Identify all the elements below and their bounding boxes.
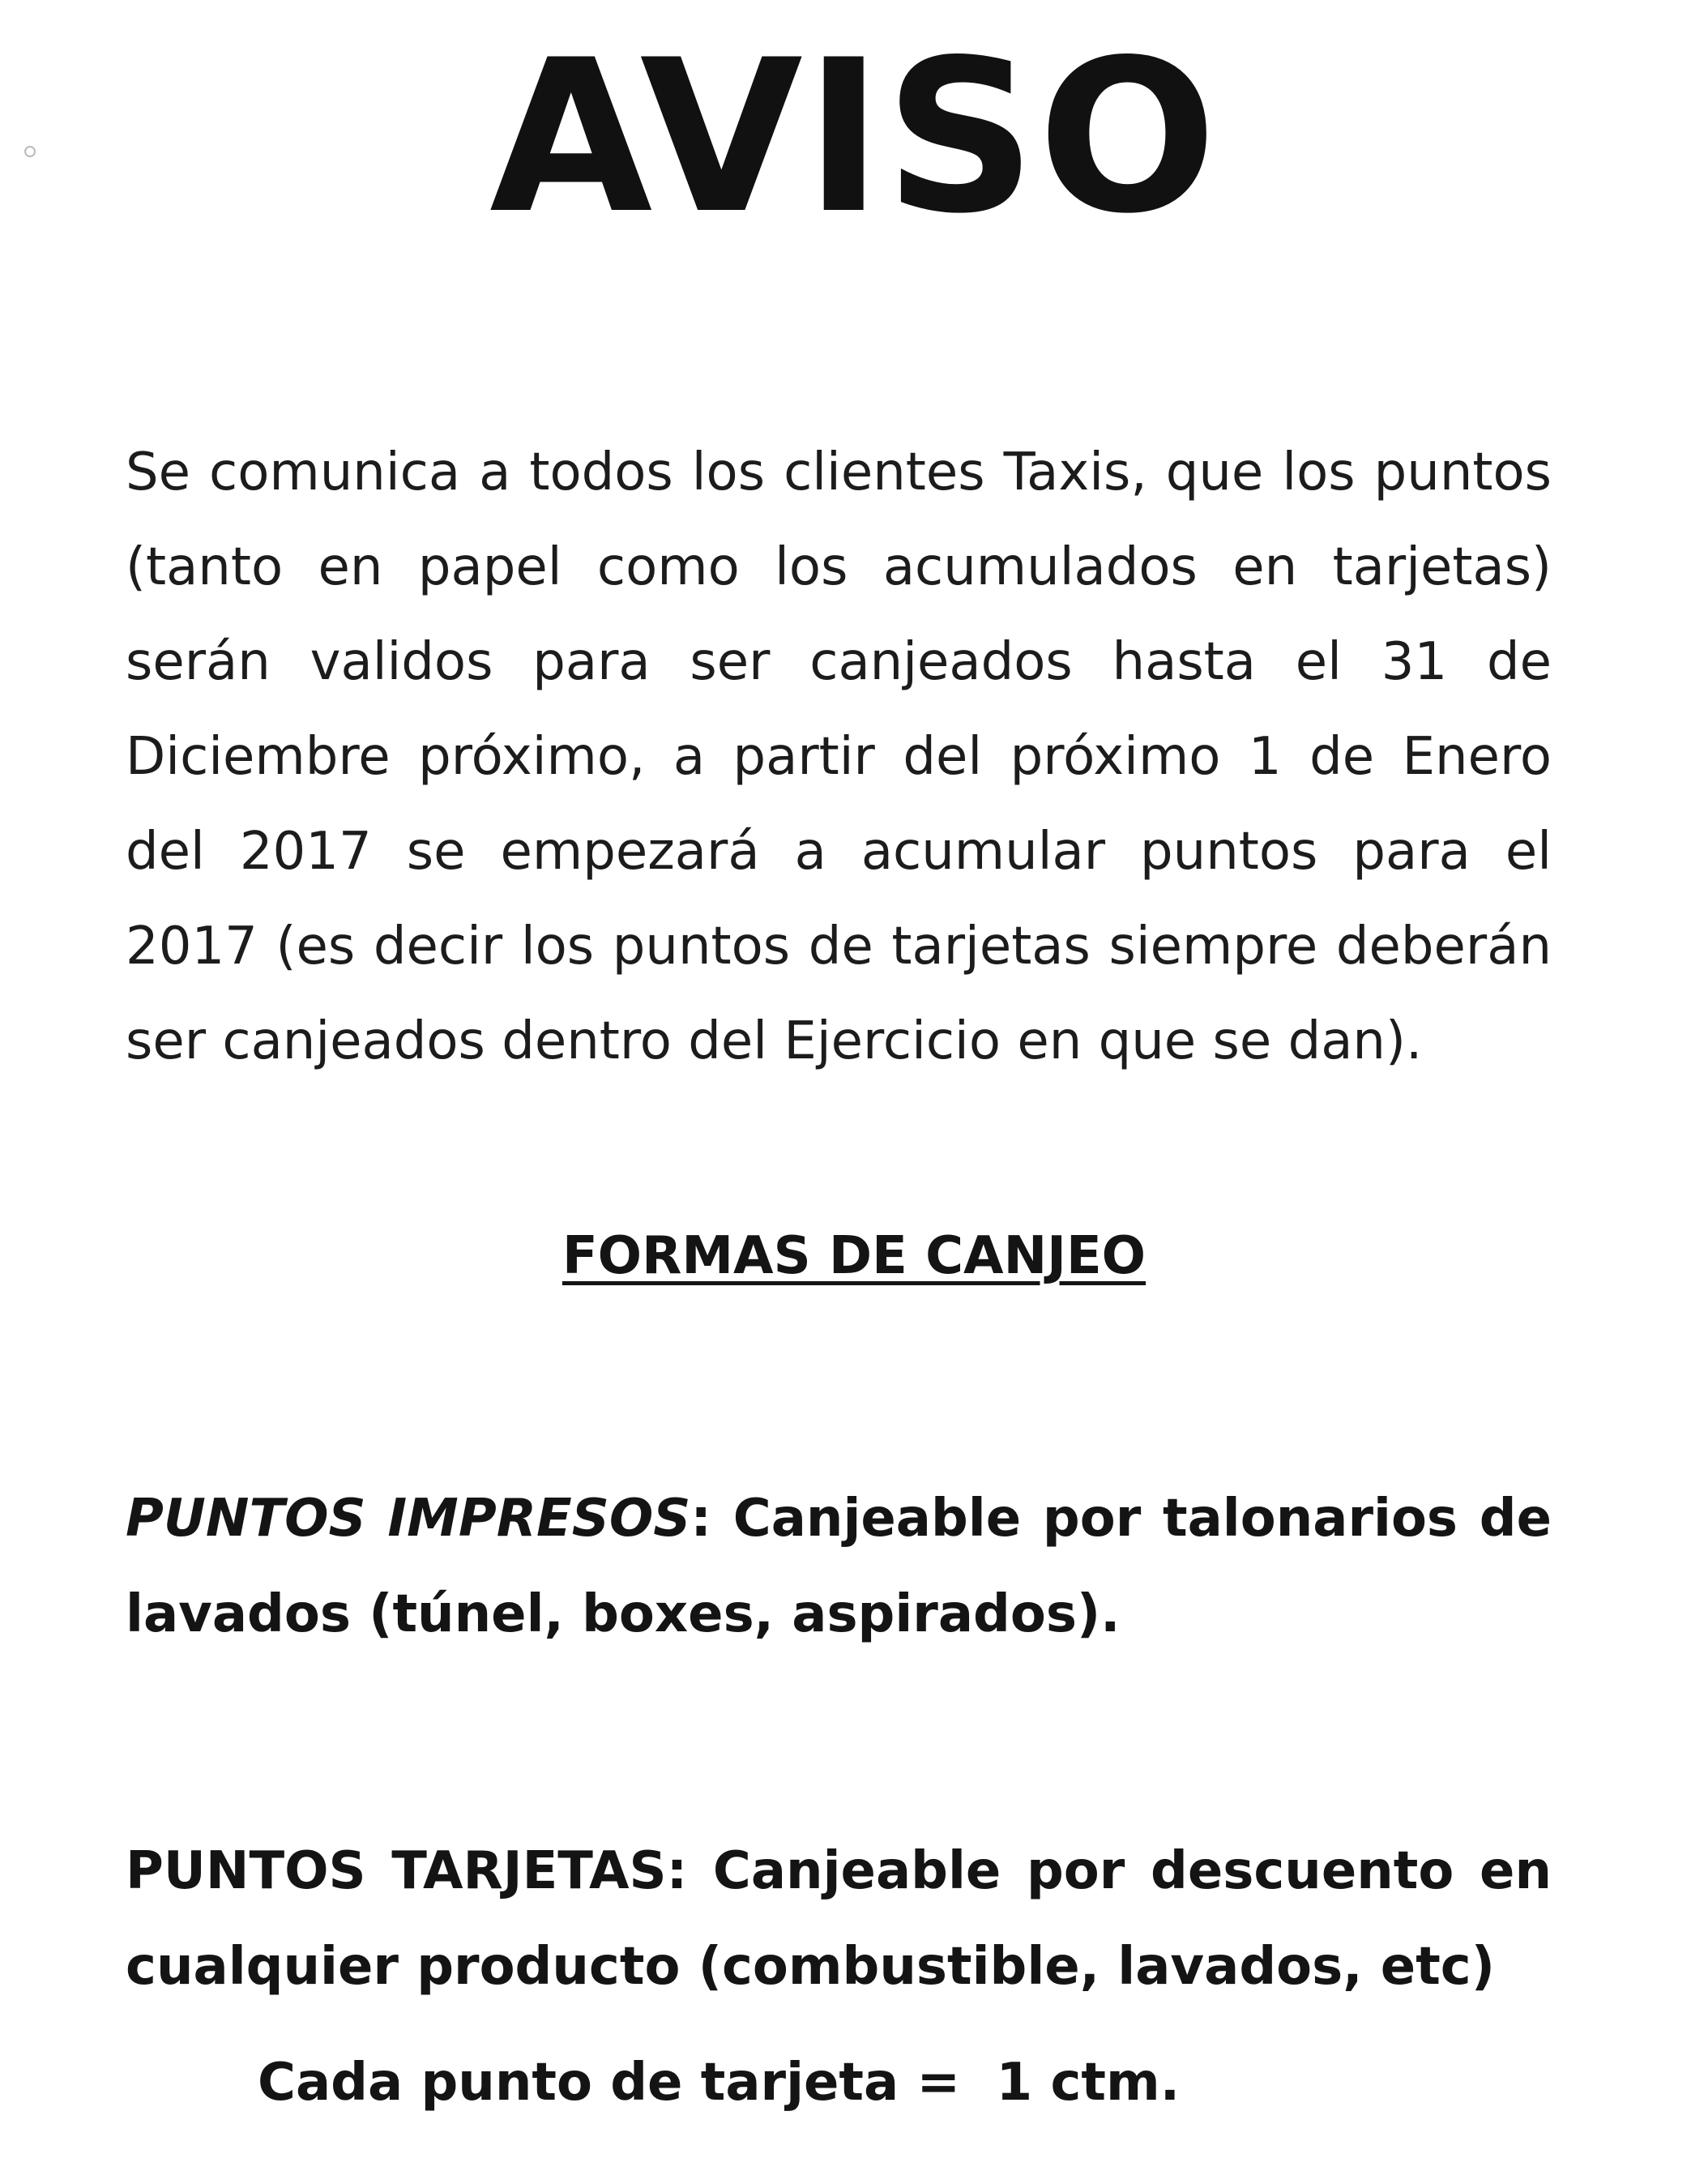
option-text-printed: Canjeable por talonarios de lavados (túnel, boxes, aspirados). — [126, 1489, 1552, 1644]
notice-body: Se comunica a todos los clientes Taxis, que los puntos (tanto en papel como los acumulados en tarjetas) serán validos para ser canjeados hasta el 31 de Diciembre próximo, a partir del próximo 1 de Enero del 2017 se empezará a acumular puntos para el 2017 (es decir los puntos de tarjetas siempre deberán ser canjeados dentro del Ejercicio en que se dan). — [126, 442, 1552, 1071]
option-text-cards: Canjeable por descuento en cualquier producto (combustible, lavados, etc) — [126, 1841, 1552, 1997]
point-equivalence: Cada punto de tarjeta = 1 ctm. — [258, 2053, 1180, 2113]
redemption-option-printed — [126, 1471, 1552, 1662]
option-label-cards: PUNTOS TARJETAS — [126, 1841, 667, 1901]
option-separator-printed: : — [690, 1489, 711, 1549]
redemption-option-cards — [126, 1823, 1552, 2015]
section-heading-text: FORMAS DE CANJEO — [562, 1226, 1146, 1286]
option-separator-cards: : — [666, 1841, 688, 1901]
notice-title: AVISO — [489, 15, 1219, 260]
option-label-printed: PUNTOS IMPRESOS — [126, 1489, 691, 1549]
section-heading — [0, 1220, 1708, 1293]
